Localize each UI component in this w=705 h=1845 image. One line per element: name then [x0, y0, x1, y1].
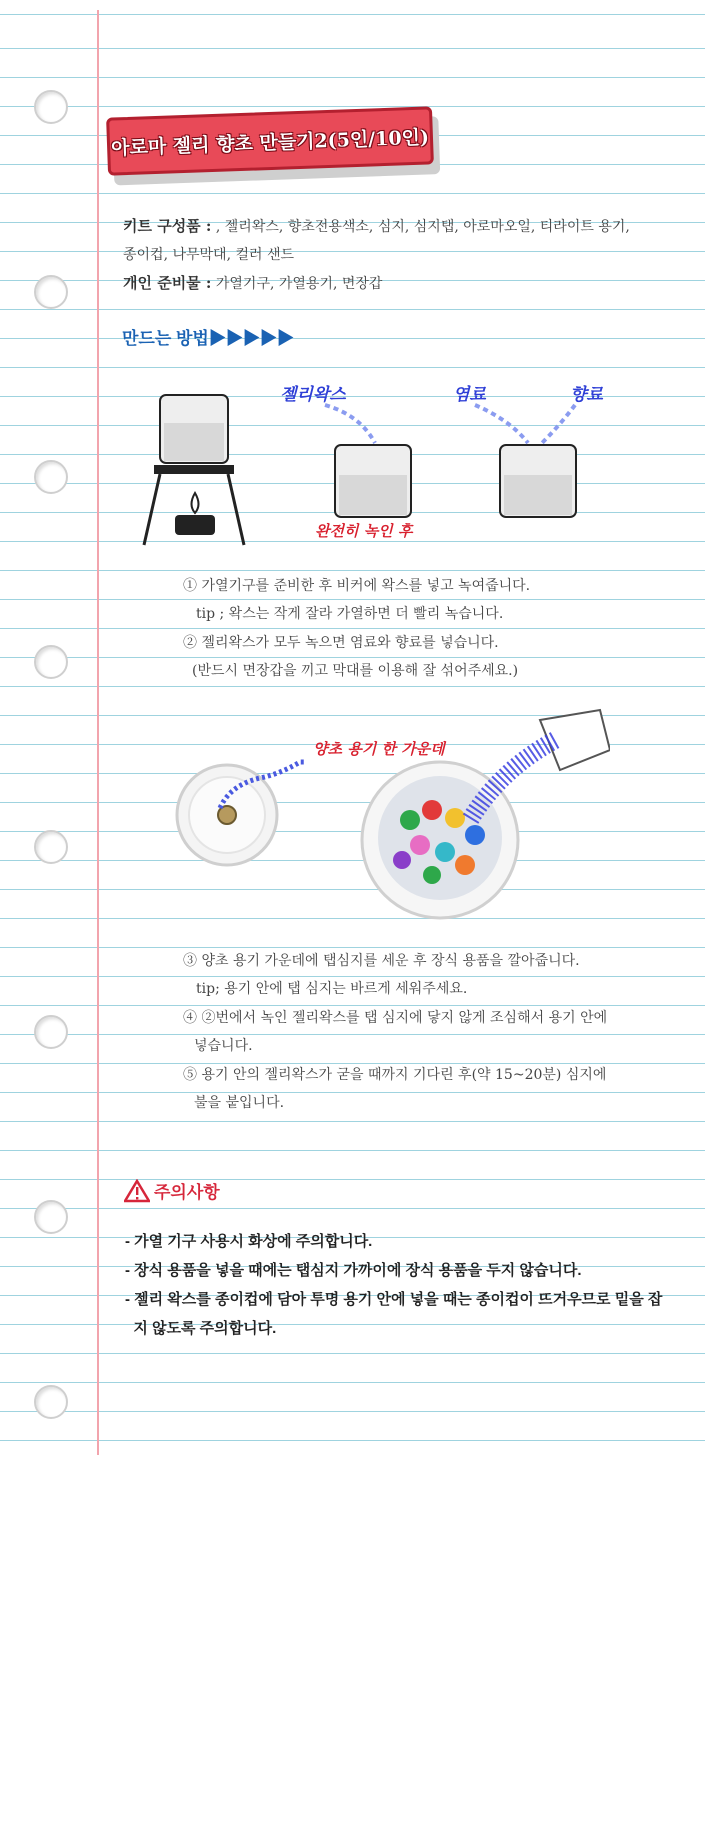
binder-hole — [34, 460, 68, 494]
binder-hole — [34, 275, 68, 309]
stone — [400, 810, 420, 830]
beaker-2-wax — [339, 475, 407, 515]
binder-hole — [34, 1015, 68, 1049]
stand-leg-right — [228, 474, 244, 545]
warning-icon — [124, 1179, 150, 1203]
step-5: ⑤ 용기 안의 젤리왁스가 굳을 때까지 기다린 후(약 15~20분) 심지에 — [183, 1067, 607, 1083]
stone — [435, 842, 455, 862]
kit-items-2: 종이컵, 나무막대, 컬러 샌드 — [123, 247, 295, 263]
label-center: 양초 용기 한 가운데 — [313, 740, 445, 758]
stone — [410, 835, 430, 855]
warning-item: - 장식 용품을 넣을 때에는 탭심지 가까이에 장식 용품을 두지 않습니다. — [125, 1262, 582, 1279]
warning-item: 지 않도록 주의합니다. — [125, 1320, 277, 1337]
arrow-fragrance — [542, 405, 575, 443]
label-fragrance: 향료 — [570, 385, 603, 405]
warning-title: 주의사항 — [154, 1183, 220, 1202]
warning-heading — [124, 1178, 220, 1203]
kit-label: 키트 구성품 : — [123, 217, 212, 235]
stone — [465, 825, 485, 845]
step-4-cont: 넣습니다. — [194, 1038, 253, 1054]
stone — [423, 866, 441, 884]
personal-label: 개인 준비물 : — [123, 274, 212, 292]
arrow-jelly-wax — [325, 405, 375, 443]
stone — [445, 808, 465, 828]
melted-wax — [164, 423, 224, 461]
kit-items-1: , 젤리왁스, 향초전용색소, 심지, 심지탭, 아로마오일, 티라이트 용기, — [211, 219, 630, 235]
personal-line — [123, 272, 382, 293]
kit-line-1 — [123, 215, 630, 236]
burner — [175, 515, 215, 535]
pouring-cup — [540, 710, 610, 770]
binder-hole — [34, 830, 68, 864]
step-4: ④ ②번에서 녹인 젤리왁스를 탭 심지에 닿지 않게 조심해서 용기 안에 — [183, 1010, 608, 1026]
page-title: 아로마 젤리 향초 만들기2(5인/10인) — [110, 125, 430, 160]
binder-hole — [34, 1200, 68, 1234]
stone — [393, 851, 411, 869]
beaker-3-wax — [504, 475, 572, 515]
step-3-tip: tip; 용기 안에 탭 심지는 바르게 세워주세요. — [196, 981, 468, 997]
step-2-note: (반드시 면장갑을 끼고 막대를 이용해 잘 섞어주세요.) — [192, 663, 519, 679]
warning-item: - 젤리 왁스를 종이컵에 담아 투명 용기 안에 넣을 때는 종이컵이 뜨거우므로 밑을 잡 — [125, 1291, 663, 1308]
step-1-tip: tip ; 왁스는 작게 잘라 가열하면 더 빨리 녹습니다. — [196, 606, 504, 622]
wick-tab — [218, 806, 236, 824]
binder-hole — [34, 645, 68, 679]
arrow-dye — [475, 405, 528, 443]
flame-icon — [192, 493, 199, 513]
binder-hole — [34, 90, 68, 124]
label-fully-melted: 완전히 녹인 후 — [315, 522, 413, 540]
label-jelly-wax: 젤리왁스 — [280, 385, 346, 405]
step-5-cont: 불을 붙입니다. — [194, 1095, 285, 1111]
stand-leg-left — [144, 474, 160, 545]
warning-item: - 가열 기구 사용시 화상에 주의합니다. — [125, 1233, 373, 1250]
method-heading: 만드는 방법▶▶▶▶▶ — [122, 329, 294, 348]
step-1: ① 가열기구를 준비한 후 비커에 왁스를 넣고 녹여줍니다. — [183, 578, 531, 594]
personal-items: 가열기구, 가열용기, 면장갑 — [211, 276, 383, 292]
container-diagram — [170, 690, 610, 930]
binder-hole — [34, 1385, 68, 1419]
stone — [422, 800, 442, 820]
title-banner — [106, 106, 434, 175]
stone — [455, 855, 475, 875]
step-2: ② 젤리왁스가 모두 녹으면 염료와 향료를 넣습니다. — [183, 635, 499, 651]
stand-top — [154, 465, 234, 474]
label-dye: 염료 — [453, 385, 486, 405]
step-3: ③ 양초 용기 가운데에 탭심지를 세운 후 장식 용품을 깔아줍니다. — [183, 953, 580, 969]
margin-line — [97, 10, 99, 1455]
